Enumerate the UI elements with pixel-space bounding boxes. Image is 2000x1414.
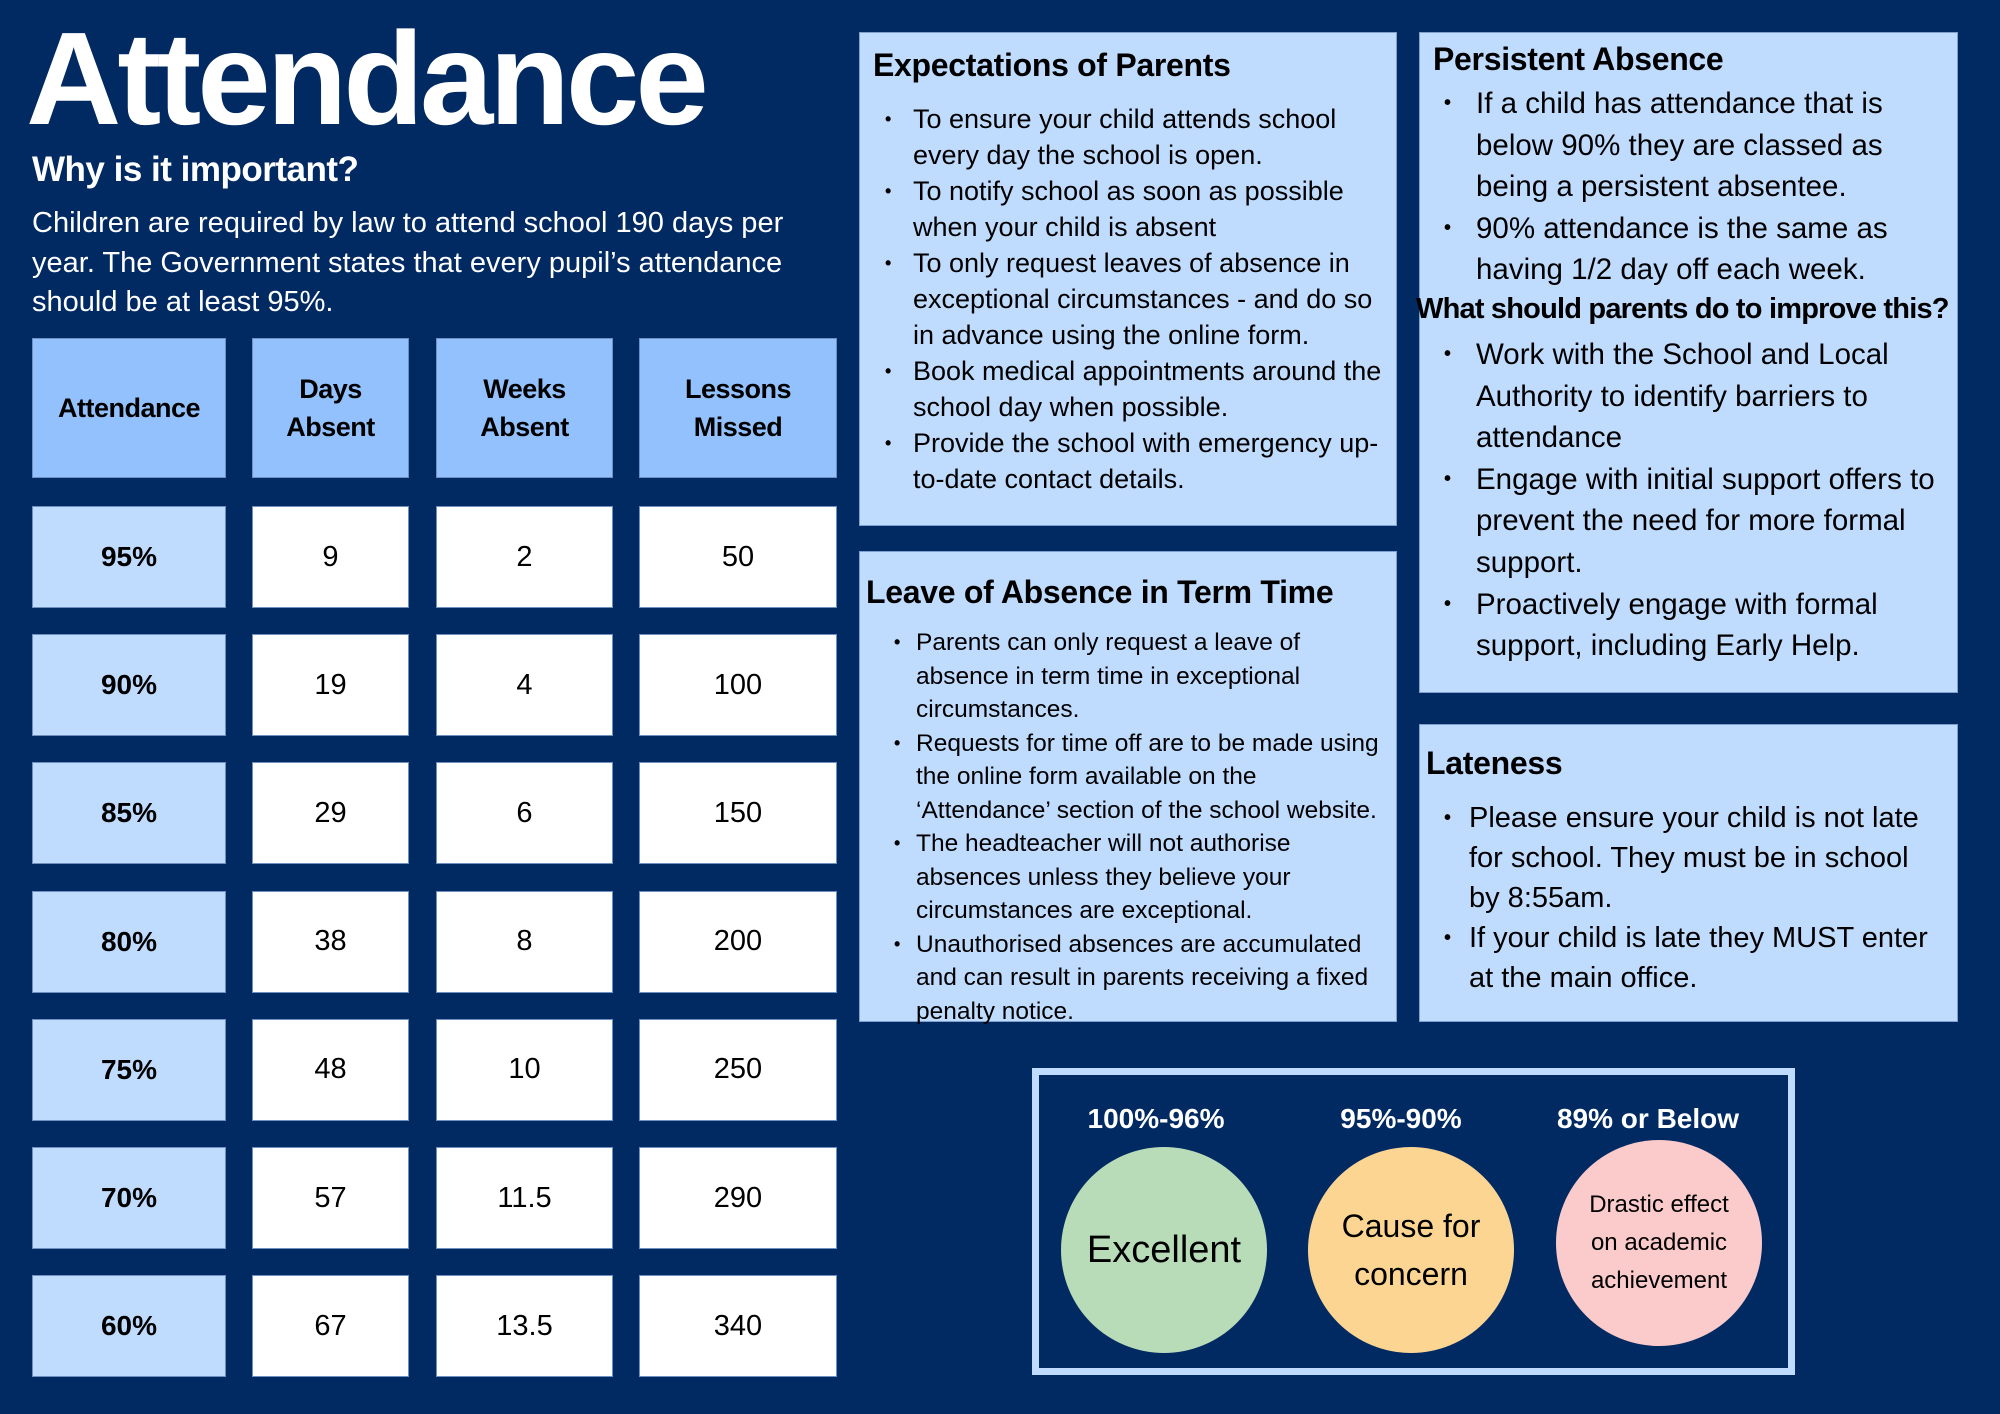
table-header-lessons-missed xyxy=(639,338,837,478)
leave-of-absence-panel xyxy=(859,551,1397,1025)
list-item xyxy=(894,727,1386,828)
list-item xyxy=(885,425,1383,497)
legend-range-drastic: 89% or Below xyxy=(1556,1103,1740,1134)
table-cell-lessons: 340 xyxy=(639,1275,837,1377)
table-cell-days: 57 xyxy=(252,1147,409,1249)
improve-heading: What should parents do to improve this? xyxy=(1416,293,1949,325)
improve-list xyxy=(1444,334,1951,667)
list-item-text: Engage with initial support offers to prevent the need for more formal support. xyxy=(1476,462,1935,579)
bullet-icon: • xyxy=(894,732,901,753)
bullet-icon: • xyxy=(1444,467,1452,490)
header-label: Days Absent xyxy=(286,374,375,442)
lateness-panel xyxy=(1419,724,1958,1022)
list-item-text: Provide the school with emergency up-to-date contact details. xyxy=(913,428,1379,494)
list-item xyxy=(885,245,1383,353)
table-cell-lessons: 50 xyxy=(639,506,837,608)
bullet-icon: • xyxy=(1444,592,1452,615)
lateness-list xyxy=(1444,798,1939,998)
list-item xyxy=(885,173,1383,245)
table-cell-lessons: 200 xyxy=(639,891,837,993)
table-cell-days: 38 xyxy=(252,891,409,993)
table-cell-attendance: 95% xyxy=(32,506,226,608)
bullet-icon: • xyxy=(885,181,892,201)
list-item-text: To notify school as soon as possible when your child is absent xyxy=(913,176,1344,242)
legend-circle-excellent xyxy=(1061,1147,1267,1353)
list-item xyxy=(894,626,1386,727)
table-cell-lessons: 100 xyxy=(639,634,837,736)
table-cell-attendance: 80% xyxy=(32,891,226,993)
expectations-list xyxy=(885,101,1383,497)
table-cell-weeks: 4 xyxy=(436,634,613,736)
header-label: Lessons Missed xyxy=(684,374,792,442)
list-item-text: Please ensure your child is not late for school. They must be in school by 8:55am. xyxy=(1469,802,1919,914)
legend-label-concern: Cause for concern xyxy=(1341,1208,1481,1292)
legend-range-excellent: 100%-96% xyxy=(1087,1103,1225,1134)
section-subtitle: Why is it important? xyxy=(32,150,359,189)
list-item xyxy=(885,101,1383,173)
table-cell-lessons: 150 xyxy=(639,762,837,864)
list-item xyxy=(1444,798,1939,918)
table-cell-attendance: 60% xyxy=(32,1275,226,1377)
list-item-text: If a child has attendance that is below 90% they are classed as being a persistent absentee. xyxy=(1476,87,1883,204)
persistent-absence-panel xyxy=(1416,32,1958,693)
bullet-icon: • xyxy=(894,833,901,853)
list-item-text: Book medical appointments around the school day when possible. xyxy=(913,356,1382,422)
list-item xyxy=(1444,334,1951,459)
list-item-text: To only request leaves of absence in exceptional circumstances - and do so in advance using the online form. xyxy=(913,248,1373,350)
table-cell-attendance: 75% xyxy=(32,1019,226,1121)
legend-circle-drastic xyxy=(1556,1140,1762,1346)
leave-heading: Leave of Absence in Term Time xyxy=(866,574,1334,610)
table-cell-lessons: 290 xyxy=(639,1147,837,1249)
list-item xyxy=(1444,83,1946,208)
legend-circle-concern xyxy=(1308,1147,1514,1353)
bullet-icon: • xyxy=(1444,92,1452,114)
list-item-text: Parents can only request a leave of absence in term time in exceptional circumstances. xyxy=(916,629,1301,723)
list-item xyxy=(894,827,1386,928)
table-cell-lessons: 250 xyxy=(639,1019,837,1121)
bullet-icon: • xyxy=(885,361,892,381)
leave-list xyxy=(894,626,1386,1028)
list-item-text: If your child is late they MUST enter at the main office. xyxy=(1469,922,1928,994)
table-cell-days: 9 xyxy=(252,506,409,608)
list-item-text: To ensure your child attends school every day the school is open. xyxy=(913,104,1337,170)
expectations-panel xyxy=(859,32,1397,526)
table-cell-days: 67 xyxy=(252,1275,409,1377)
intro-text: Children are required by law to attend school 190 days per year. The Government states that every pupil’s attendance should be at least 95%. xyxy=(32,207,784,318)
table-cell-attendance: 85% xyxy=(32,762,226,864)
bullet-icon: • xyxy=(1444,343,1452,365)
bullet-icon: • xyxy=(1444,807,1452,829)
list-item-text: The headteacher will not authorise absences unless they believe your circumstances are exceptional. xyxy=(916,830,1291,924)
table-cell-weeks: 11.5 xyxy=(436,1147,613,1249)
list-item xyxy=(885,353,1383,425)
bullet-icon: • xyxy=(885,433,892,453)
bullet-icon: • xyxy=(894,632,901,652)
table-cell-weeks: 13.5 xyxy=(436,1275,613,1377)
bullet-icon: • xyxy=(1444,927,1452,949)
bullet-icon: • xyxy=(1444,216,1452,239)
table-cell-weeks: 10 xyxy=(436,1019,613,1121)
table-cell-weeks: 2 xyxy=(436,506,613,608)
bullet-icon: • xyxy=(885,109,892,129)
list-item xyxy=(1444,208,1946,291)
page-title: Attendance xyxy=(26,5,705,152)
table-cell-weeks: 8 xyxy=(436,891,613,993)
legend-label-excellent: Excellent xyxy=(1086,1229,1242,1271)
table-cell-attendance: 70% xyxy=(32,1147,226,1249)
list-item xyxy=(1444,459,1951,584)
list-item xyxy=(1444,584,1951,667)
persistent-heading: Persistent Absence xyxy=(1433,41,1724,77)
legend-range-concern: 95%-90% xyxy=(1340,1103,1462,1134)
attendance-legend xyxy=(1032,1068,1795,1375)
list-item-text: Work with the School and Local Authority to identify barriers to attendance xyxy=(1476,338,1889,455)
list-item-text: 90% attendance is the same as having 1/2 day off each week. xyxy=(1476,211,1888,287)
table-cell-weeks: 6 xyxy=(436,762,613,864)
table-header-days-absent xyxy=(252,338,409,478)
bullet-icon: • xyxy=(885,253,892,273)
list-item-text: Unauthorised absences are accumulated and can result in parents receiving a fixed penalty notice. xyxy=(916,930,1369,1025)
bullet-icon: • xyxy=(894,933,901,954)
table-header-attendance: Attendance xyxy=(32,338,226,478)
table-header-weeks-absent xyxy=(436,338,613,478)
expectations-heading: Expectations of Parents xyxy=(873,47,1231,83)
table-cell-days: 29 xyxy=(252,762,409,864)
legend-label-drastic: Drastic effect on academic achievement xyxy=(1589,1191,1729,1294)
list-item xyxy=(894,928,1386,1029)
table-cell-days: 19 xyxy=(252,634,409,736)
list-item-text: Requests for time off are to be made using the online form available on the ‘Attendance’ section of the school website. xyxy=(916,729,1379,824)
table-cell-attendance: 90% xyxy=(32,634,226,736)
list-item-text: Proactively engage with formal support, including Early Help. xyxy=(1476,587,1878,663)
lateness-heading: Lateness xyxy=(1426,745,1563,781)
header-label: Weeks Absent xyxy=(480,374,569,442)
table-cell-days: 48 xyxy=(252,1019,409,1121)
persistent-list xyxy=(1444,83,1946,291)
list-item xyxy=(1444,918,1939,998)
